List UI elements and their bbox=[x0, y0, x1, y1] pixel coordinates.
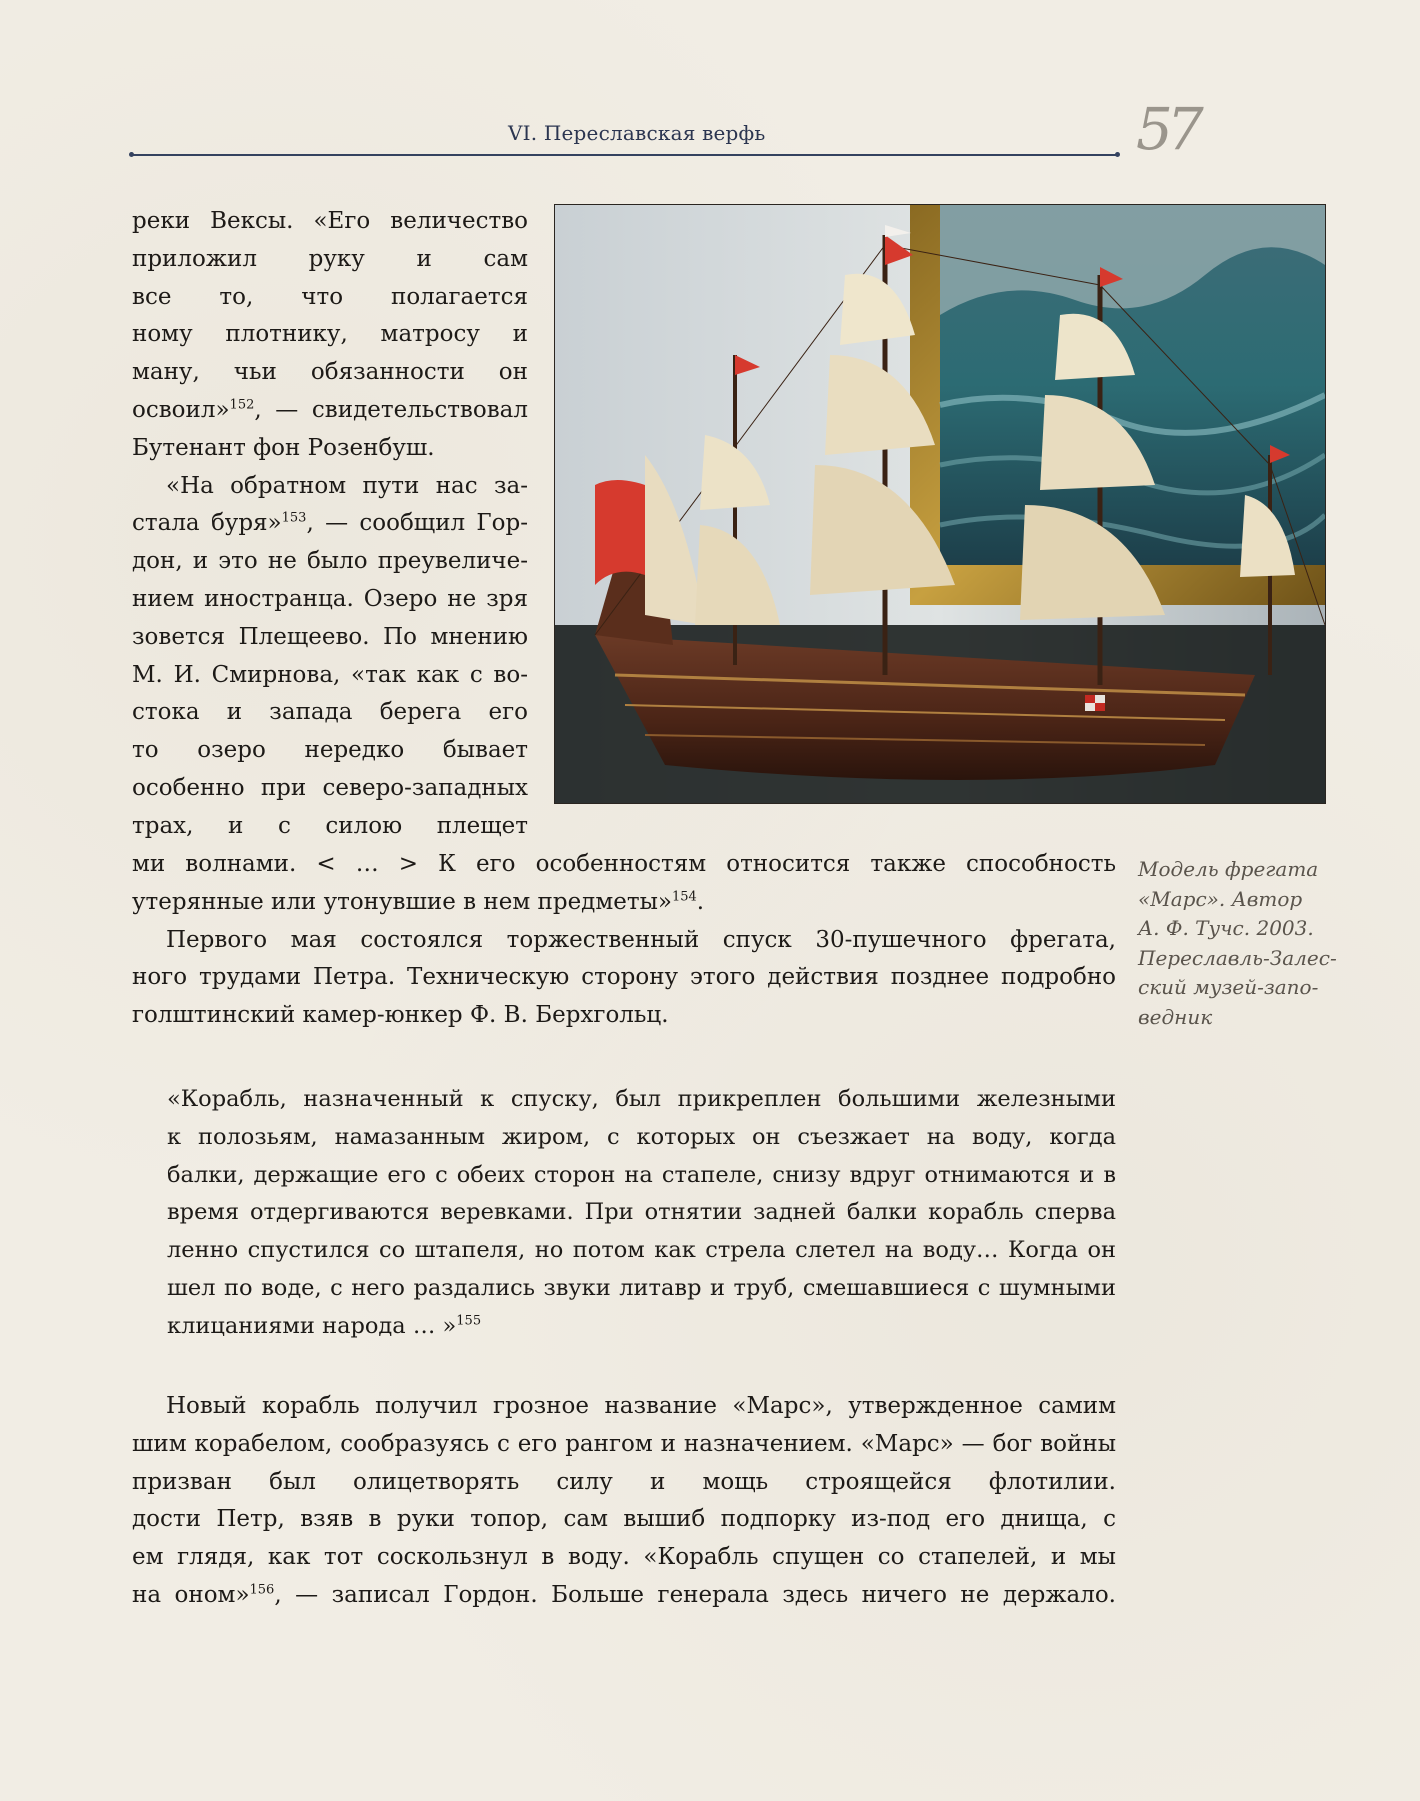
text-line: нием иностранца. Озеро не зря bbox=[132, 585, 528, 612]
text-line: реки Вексы. «Его величество bbox=[132, 208, 528, 234]
block-quote bbox=[167, 1081, 1116, 1346]
text-line: дон, и это не было преувеличе- bbox=[132, 548, 528, 575]
text-line: голштинский камер-юнкер Ф. В. Берхгольц. bbox=[132, 1002, 669, 1029]
line-end: , — свидетельствовал bbox=[254, 396, 528, 423]
line-end: , — записал Гордон. Больше генерала здесь ничего не держало. bbox=[274, 1581, 1116, 1608]
text-line: М. И. Смирнова, «так как с во- bbox=[132, 661, 528, 688]
chapter-title: VI. Переславская верфь bbox=[508, 121, 766, 145]
quote-line: «Корабль, назначенный к спуску, был прикреплен большими железными bbox=[167, 1086, 1116, 1112]
left-column-text bbox=[132, 203, 528, 846]
quote-line: шел по воде, с него раздались звуки литавр и труб, смешавшиеся с шумными bbox=[167, 1274, 1116, 1301]
header-rule bbox=[132, 154, 1117, 156]
footnote-ref-156: 156 bbox=[249, 1582, 275, 1598]
text-line: ного трудами Петра. Техническую сторону этого действия позднее подробно bbox=[132, 964, 1116, 991]
text-line bbox=[132, 1577, 1116, 1615]
caption-line: «Марс». Автор bbox=[1138, 886, 1303, 911]
caption-line: ведник bbox=[1138, 1004, 1213, 1029]
text-line: ному плотнику, матросу и bbox=[132, 321, 528, 348]
text-line: Новый корабль получил грозное название «Марс», утвержденное самим bbox=[166, 1393, 1116, 1419]
line-start: утерянные или утонувшие в нем предметы» bbox=[132, 888, 672, 915]
running-header bbox=[132, 118, 1132, 158]
quote-line: ленно спустился со штапеля, но потом как стрела слетел на воду… Когда он bbox=[167, 1237, 1116, 1264]
text-line: дости Петр, взяв в руки топор, сам вышиб подпорку из-под его днища, с bbox=[132, 1506, 1116, 1533]
text-line: то озеро нередко бывает bbox=[132, 737, 528, 764]
footnote-ref-154: 154 bbox=[671, 889, 697, 905]
text-line: зовется Плещеево. По мнению bbox=[132, 623, 528, 650]
line-start: на оном» bbox=[132, 1581, 250, 1608]
quote-line bbox=[167, 1308, 1116, 1346]
text-line: ману, чьи обязанности он bbox=[132, 359, 528, 386]
footnote-ref-152: 152 bbox=[229, 397, 255, 413]
footnote-ref-155: 155 bbox=[456, 1313, 482, 1329]
text-line bbox=[132, 505, 528, 543]
text-line: «На обратном пути нас за- bbox=[166, 472, 528, 499]
full-width-text bbox=[132, 846, 1116, 1035]
line-end: . bbox=[696, 888, 705, 915]
text-line: ем глядя, как тот соскользнул в воду. «Корабль спущен со стапелей, и мы bbox=[132, 1544, 1116, 1571]
text-line: ми волнами. < … > К его особенностям относится также способность bbox=[132, 851, 1116, 877]
line-start: стала буря» bbox=[132, 510, 282, 537]
text-line: все то, что полагается bbox=[132, 283, 528, 310]
text-line: приложил руку и сам bbox=[132, 245, 528, 272]
text-line: шим корабелом, сообразуясь с его рангом и назначением. «Марс» — бог войны bbox=[132, 1430, 1116, 1457]
quote-line: к полозьям, намазанным жиром, с которых он съезжает на воду, когда bbox=[167, 1123, 1116, 1150]
text-line bbox=[132, 884, 1116, 922]
caption-line: Переславль-Залес- bbox=[1138, 945, 1337, 970]
line-end: , — сообщил Гор- bbox=[306, 510, 528, 537]
text-line: особенно при северо-западных bbox=[132, 774, 528, 801]
text-line: Бутенант фон Розенбуш. bbox=[132, 434, 435, 461]
frigate-model-photo bbox=[554, 204, 1326, 804]
caption-line: Модель фрегата bbox=[1138, 857, 1319, 881]
photo-caption bbox=[1138, 855, 1338, 1032]
caption-line: ский музей-запо- bbox=[1138, 975, 1319, 999]
footnote-ref-153: 153 bbox=[281, 510, 307, 526]
bottom-paragraph bbox=[132, 1388, 1116, 1615]
text-line: стока и запада берега его bbox=[132, 699, 528, 726]
text-line: призван был олицетворять силу и мощь строящейся флотилии. bbox=[132, 1468, 1116, 1495]
text-line: Первого мая состоялся торжественный спуск 30-пушечного фрегата, bbox=[166, 926, 1116, 953]
text-line: трах, и с силою плещет bbox=[132, 812, 528, 839]
caption-line: А. Ф. Тучс. 2003. bbox=[1138, 916, 1314, 940]
line-start: освоил» bbox=[132, 396, 230, 423]
text-line bbox=[132, 392, 528, 430]
ship-model-illustration bbox=[555, 205, 1325, 803]
page-number: 57 bbox=[1136, 95, 1198, 163]
line-start: клицаниями народа … » bbox=[167, 1312, 457, 1339]
quote-line: время отдергиваются веревками. При отнятии задней балки корабль сперва bbox=[167, 1199, 1116, 1226]
quote-line: балки, держащие его с обеих сторон на стапеле, снизу вдруг отнимаются и в bbox=[167, 1161, 1116, 1188]
